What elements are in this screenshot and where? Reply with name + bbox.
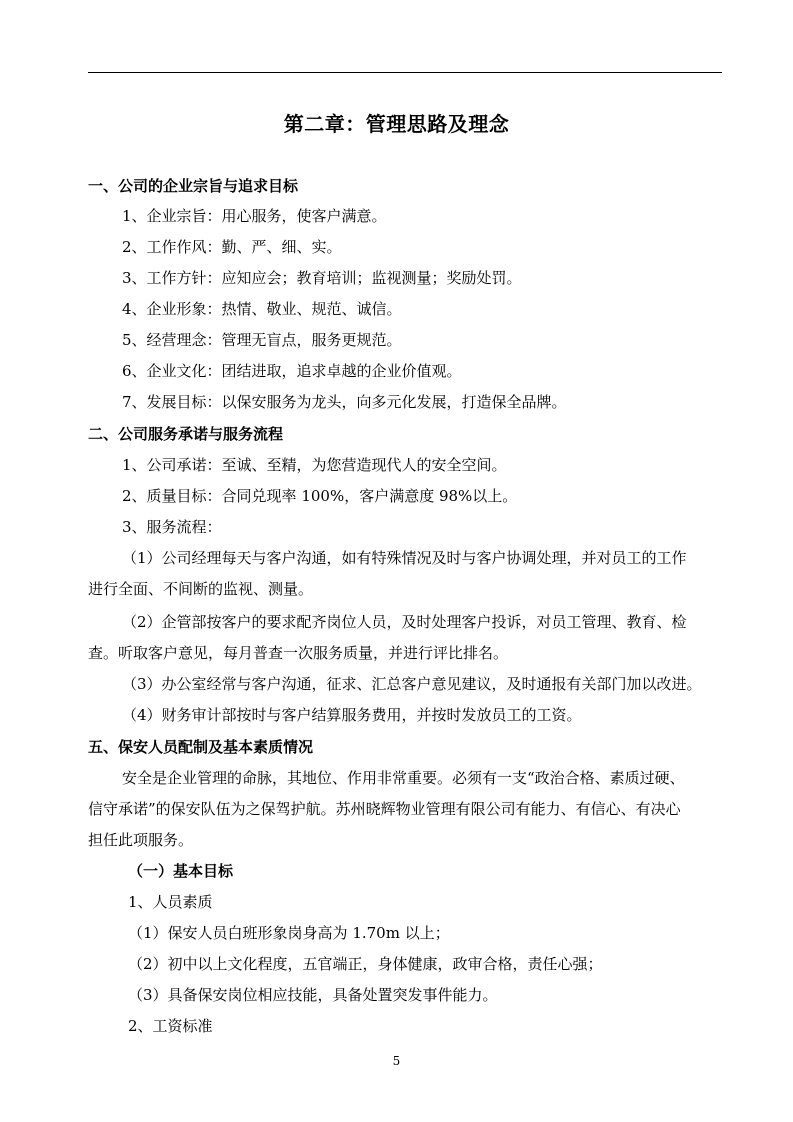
list-item: 5、经营理念：管理无盲点，服务更规范。 [122, 331, 402, 349]
list-item: 1、人员素质 [128, 893, 213, 911]
list-item: （3）具备保安岗位相应技能，具备处置突发事件能力。 [128, 986, 498, 1004]
flow-paragraph: 查。听取客户意见，每月普查一次服务质量，并进行评比排名。 [88, 644, 509, 662]
flow-paragraph: （4）财务审计部按时与客户结算服务费用，并按时发放员工的工资。 [122, 706, 582, 724]
section-heading-2: 二、公司服务承诺与服务流程 [88, 425, 284, 443]
list-item: 4、企业形象：热情、敬业、规范、诚信。 [122, 300, 402, 318]
flow-paragraph: （1）公司经理每天与客户沟通，如有特殊情况及时与客户协调处理，并对员工的工作 [122, 549, 687, 567]
list-item: 1、公司承诺：至诚、至精，为您营造现代人的安全空间。 [122, 456, 507, 474]
header-rule [88, 72, 722, 73]
list-item: （2）初中以上文化程度，五官端正，身体健康，政审合格，责任心强； [128, 955, 603, 973]
section-heading-5: 五、保安人员配制及基本素质情况 [88, 738, 314, 756]
page-number: 5 [392, 1054, 401, 1068]
list-item: 7、发展目标：以保安服务为龙头，向多元化发展，打造保全品牌。 [122, 393, 567, 411]
list-item: 2、质量目标：合同兑现率 100%，客户满意度 98%以上。 [122, 487, 518, 505]
list-item: 3、工作方针：应知应会；教育培训；监视测量；奖励处罚。 [122, 269, 522, 287]
flow-paragraph: （3）办公室经常与客户沟通，征求、汇总客户意见建议，及时通报有关部门加以改进。 [122, 675, 702, 693]
chapter-title: 第二章：管理思路及理念 [283, 112, 510, 136]
body-paragraph: 信守承诺”的保安队伍为之保驾护航。苏州晓辉物业管理有限公司有能力、有信心、有决心 [88, 800, 681, 818]
body-paragraph: 担任此项服务。 [88, 831, 194, 849]
list-item: 6、企业文化：团结进取，追求卓越的企业价值观。 [122, 362, 462, 380]
flow-paragraph: （2）企管部按客户的要求配齐岗位人员，及时处理客户投诉，对员工管理、教育、检 [122, 613, 687, 631]
list-item: （1）保安人员白班形象岗身高为 1.70m 以上； [128, 924, 450, 942]
flow-paragraph: 进行全面、不间断的监视、测量。 [88, 580, 314, 598]
list-item: 1、企业宗旨：用心服务，使客户满意。 [122, 207, 387, 225]
list-item: 3、服务流程： [122, 518, 222, 536]
body-paragraph: 安全是企业管理的命脉，其地位、作用非常重要。必须有一支“政治合格、素质过硬、 [122, 769, 685, 787]
section-heading-1: 一、公司的企业宗旨与追求目标 [88, 177, 299, 195]
list-item: 2、工资标准 [128, 1017, 213, 1035]
sub-heading: （一）基本目标 [128, 862, 234, 880]
list-item: 2、工作作风：勤、严、细、实。 [122, 238, 342, 256]
